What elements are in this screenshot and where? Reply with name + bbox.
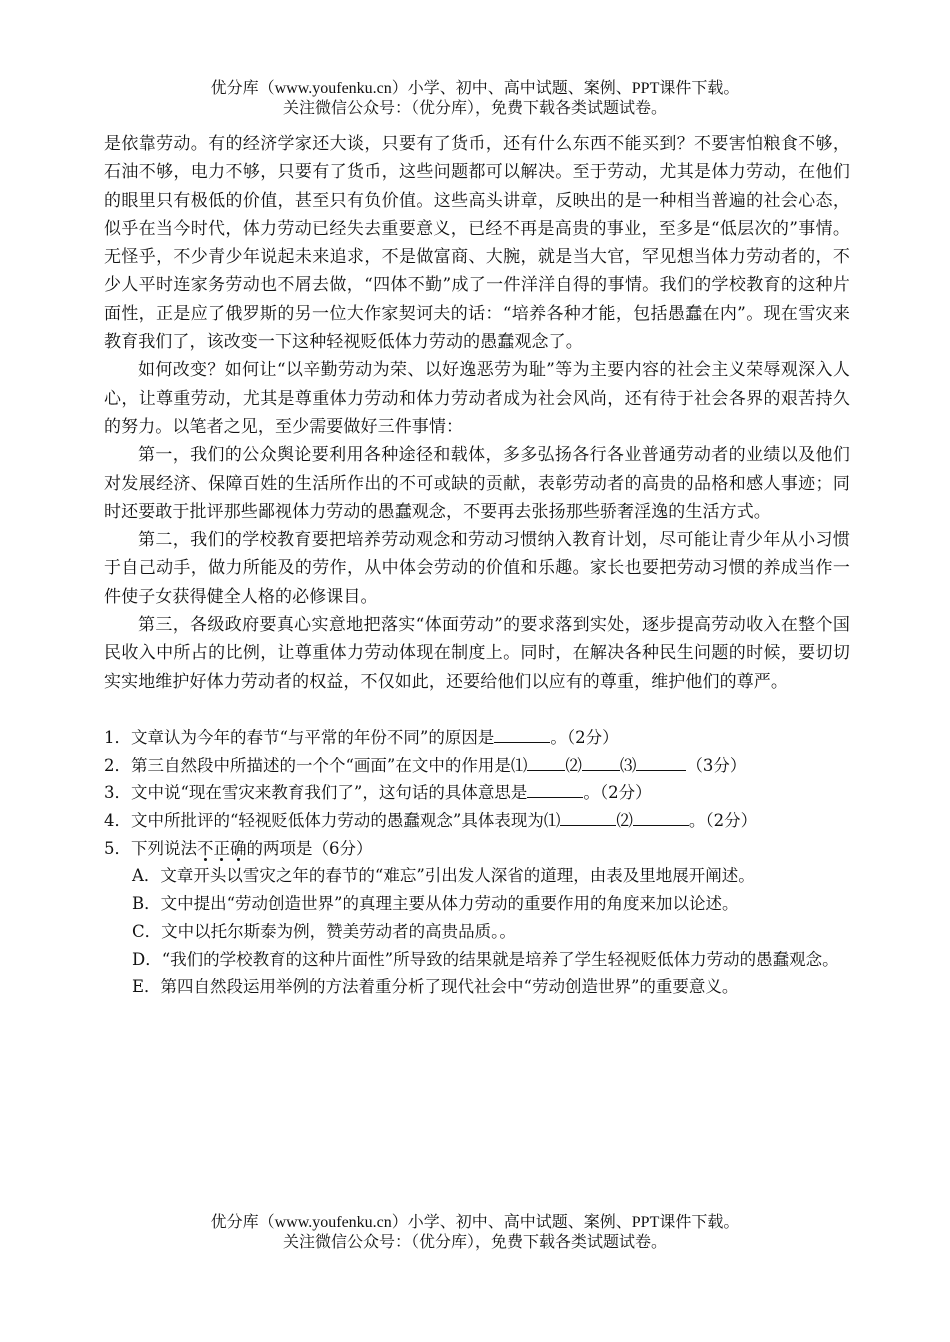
question-5-options — [104, 862, 850, 1001]
paragraph-4: 第二，我们的学校教育要把培养劳动观念和劳动习惯纳入教育计划，尽可能让青少年从小习惯于自己动手，做力所能及的劳作，从中体会劳动的价值和乐趣。家长也要把劳动习惯的养成当作一件使子女获得健全人格的必修课目。 — [104, 530, 850, 607]
paragraph-2: 如何改变？如何让“以辛勤劳动为荣、以好逸恶劳为耻”等为主要内容的社会主义荣辱观深入人心，让尊重劳动，尤其是尊重体力劳动和体力劳动者成为社会风尚，还有待于社会各界的艰苦持久的努力。以笔者之见，至少需要做好三件事情： — [104, 360, 850, 437]
emphasis-char: 不 — [197, 838, 214, 858]
question-3: 3．文中说“现在雪灾来教育我们了”，这句话的具体意思是 。（2分） — [104, 779, 850, 807]
footer-line-1: 优分库（www.youfenku.cn）小学、初中、高中试题、案例、PPT课件下载。 — [210, 1214, 740, 1231]
question-1: 1．文章认为今年的春节“与平常的年份不同”的原因是 。（2分） — [104, 724, 850, 752]
question-2: 2．第三自然段中所描述的一个个“画面”在文中的作用是⑴ ⑵ ⑶ （3分） — [104, 752, 850, 780]
article-text — [104, 130, 850, 696]
answer-blank[interactable] — [527, 752, 565, 771]
option-a: A．文章开头以雪灾之年的春节的“难忘”引出发人深省的道理，由表及里地展开阐述。 — [132, 866, 755, 886]
answer-blank[interactable] — [582, 752, 620, 771]
option-b: B．文中提出“劳动创造世界”的真理主要从体力劳动的重要作用的角度来加以论述。 — [132, 894, 739, 914]
page-header — [0, 79, 950, 119]
questions-section — [104, 724, 850, 1001]
question-4: 4．文中所批评的“轻视贬低体力劳动的愚蠢观念”具体表现为⑴ ⑵ 。（2分） — [104, 807, 850, 835]
question-5: 5．下列说法不正确的两项是（6分） — [104, 838, 373, 858]
paragraph-5: 第三，各级政府要真心实意地把落实“体面劳动”的要求落到实处，逐步提高劳动收入在整个国民收入中所占的比例，让尊重体力劳动体现在制度上。同时，在解决各种民生问题的时候，要切切实实地维护好体力劳动者的权益，不仅如此，还要给他们以应有的尊重，维护他们的尊严。 — [104, 615, 850, 692]
page-footer — [0, 1213, 950, 1253]
answer-blank[interactable] — [633, 807, 689, 826]
answer-blank[interactable] — [560, 807, 616, 826]
option-e: E．第四自然段运用举例的方法着重分析了现代社会中“劳动创造世界”的重要意义。 — [132, 977, 739, 997]
paragraph-1: 是依靠劳动。有的经济学家还大谈，只要有了货币，还有什么东西不能买到？不要害怕粮食不够，石油不够，电力不够，只要有了货币，这些问题都可以解决。至于劳动，尤其是体力劳动，在他们的眼里只有极低的价值，甚至只有负价值。这些高头讲章，反映出的是一种相当普遍的社会心态，似乎在当今时代，体力劳动已经失去重要意义，已经不再是高贵的事业，至多是“低层次的”事情。无怪乎，不少青少年说起未来追求，不是做富商、大腕，就是当大官，罕见想当体力劳动者的，不少人平时连家务劳动也不屑去做，“四体不勤”成了一件洋洋自得的事情。我们的学校教育的这种片面性，正是应了俄罗斯的另一位大作家契诃夫的话：“培养各种才能，包括愚蠢在内”。现在雪灾来教育我们了，该改变一下这种轻视贬低体力劳动的愚蠢观念了。 — [104, 134, 850, 353]
header-line-2: 关注微信公众号：（优分库），免费下载各类试题试卷。 — [282, 100, 667, 117]
emphasis-char: 确 — [230, 838, 247, 858]
option-c: C．文中以托尔斯泰为例，赞美劳动者的高贵品质。。 — [132, 921, 516, 941]
emphasis-char: 正 — [213, 838, 230, 858]
document-body — [104, 130, 850, 1001]
paragraph-3: 第一，我们的公众舆论要利用各种途径和载体，多多弘扬各行各业普通劳动者的业绩以及他们对发展经济、保障百姓的生活所作出的不可或缺的贡献，表彰劳动者的高贵的品格和感人事迹；同时还要敢于批评那些鄙视体力劳动的愚蠢观念，不要再去张扬那些骄奢淫逸的生活方式。 — [104, 445, 850, 522]
answer-blank[interactable] — [636, 752, 686, 771]
footer-line-2: 关注微信公众号：（优分库），免费下载各类试题试卷。 — [282, 1234, 667, 1251]
option-d: D．“我们的学校教育的这种片面性”所导致的结果就是培养了学生轻视贬低体力劳动的愚蠢观念。 — [132, 949, 839, 969]
header-line-1: 优分库（www.youfenku.cn）小学、初中、高中试题、案例、PPT课件下载。 — [210, 80, 740, 97]
answer-blank[interactable] — [527, 779, 583, 798]
answer-blank[interactable] — [494, 724, 550, 743]
